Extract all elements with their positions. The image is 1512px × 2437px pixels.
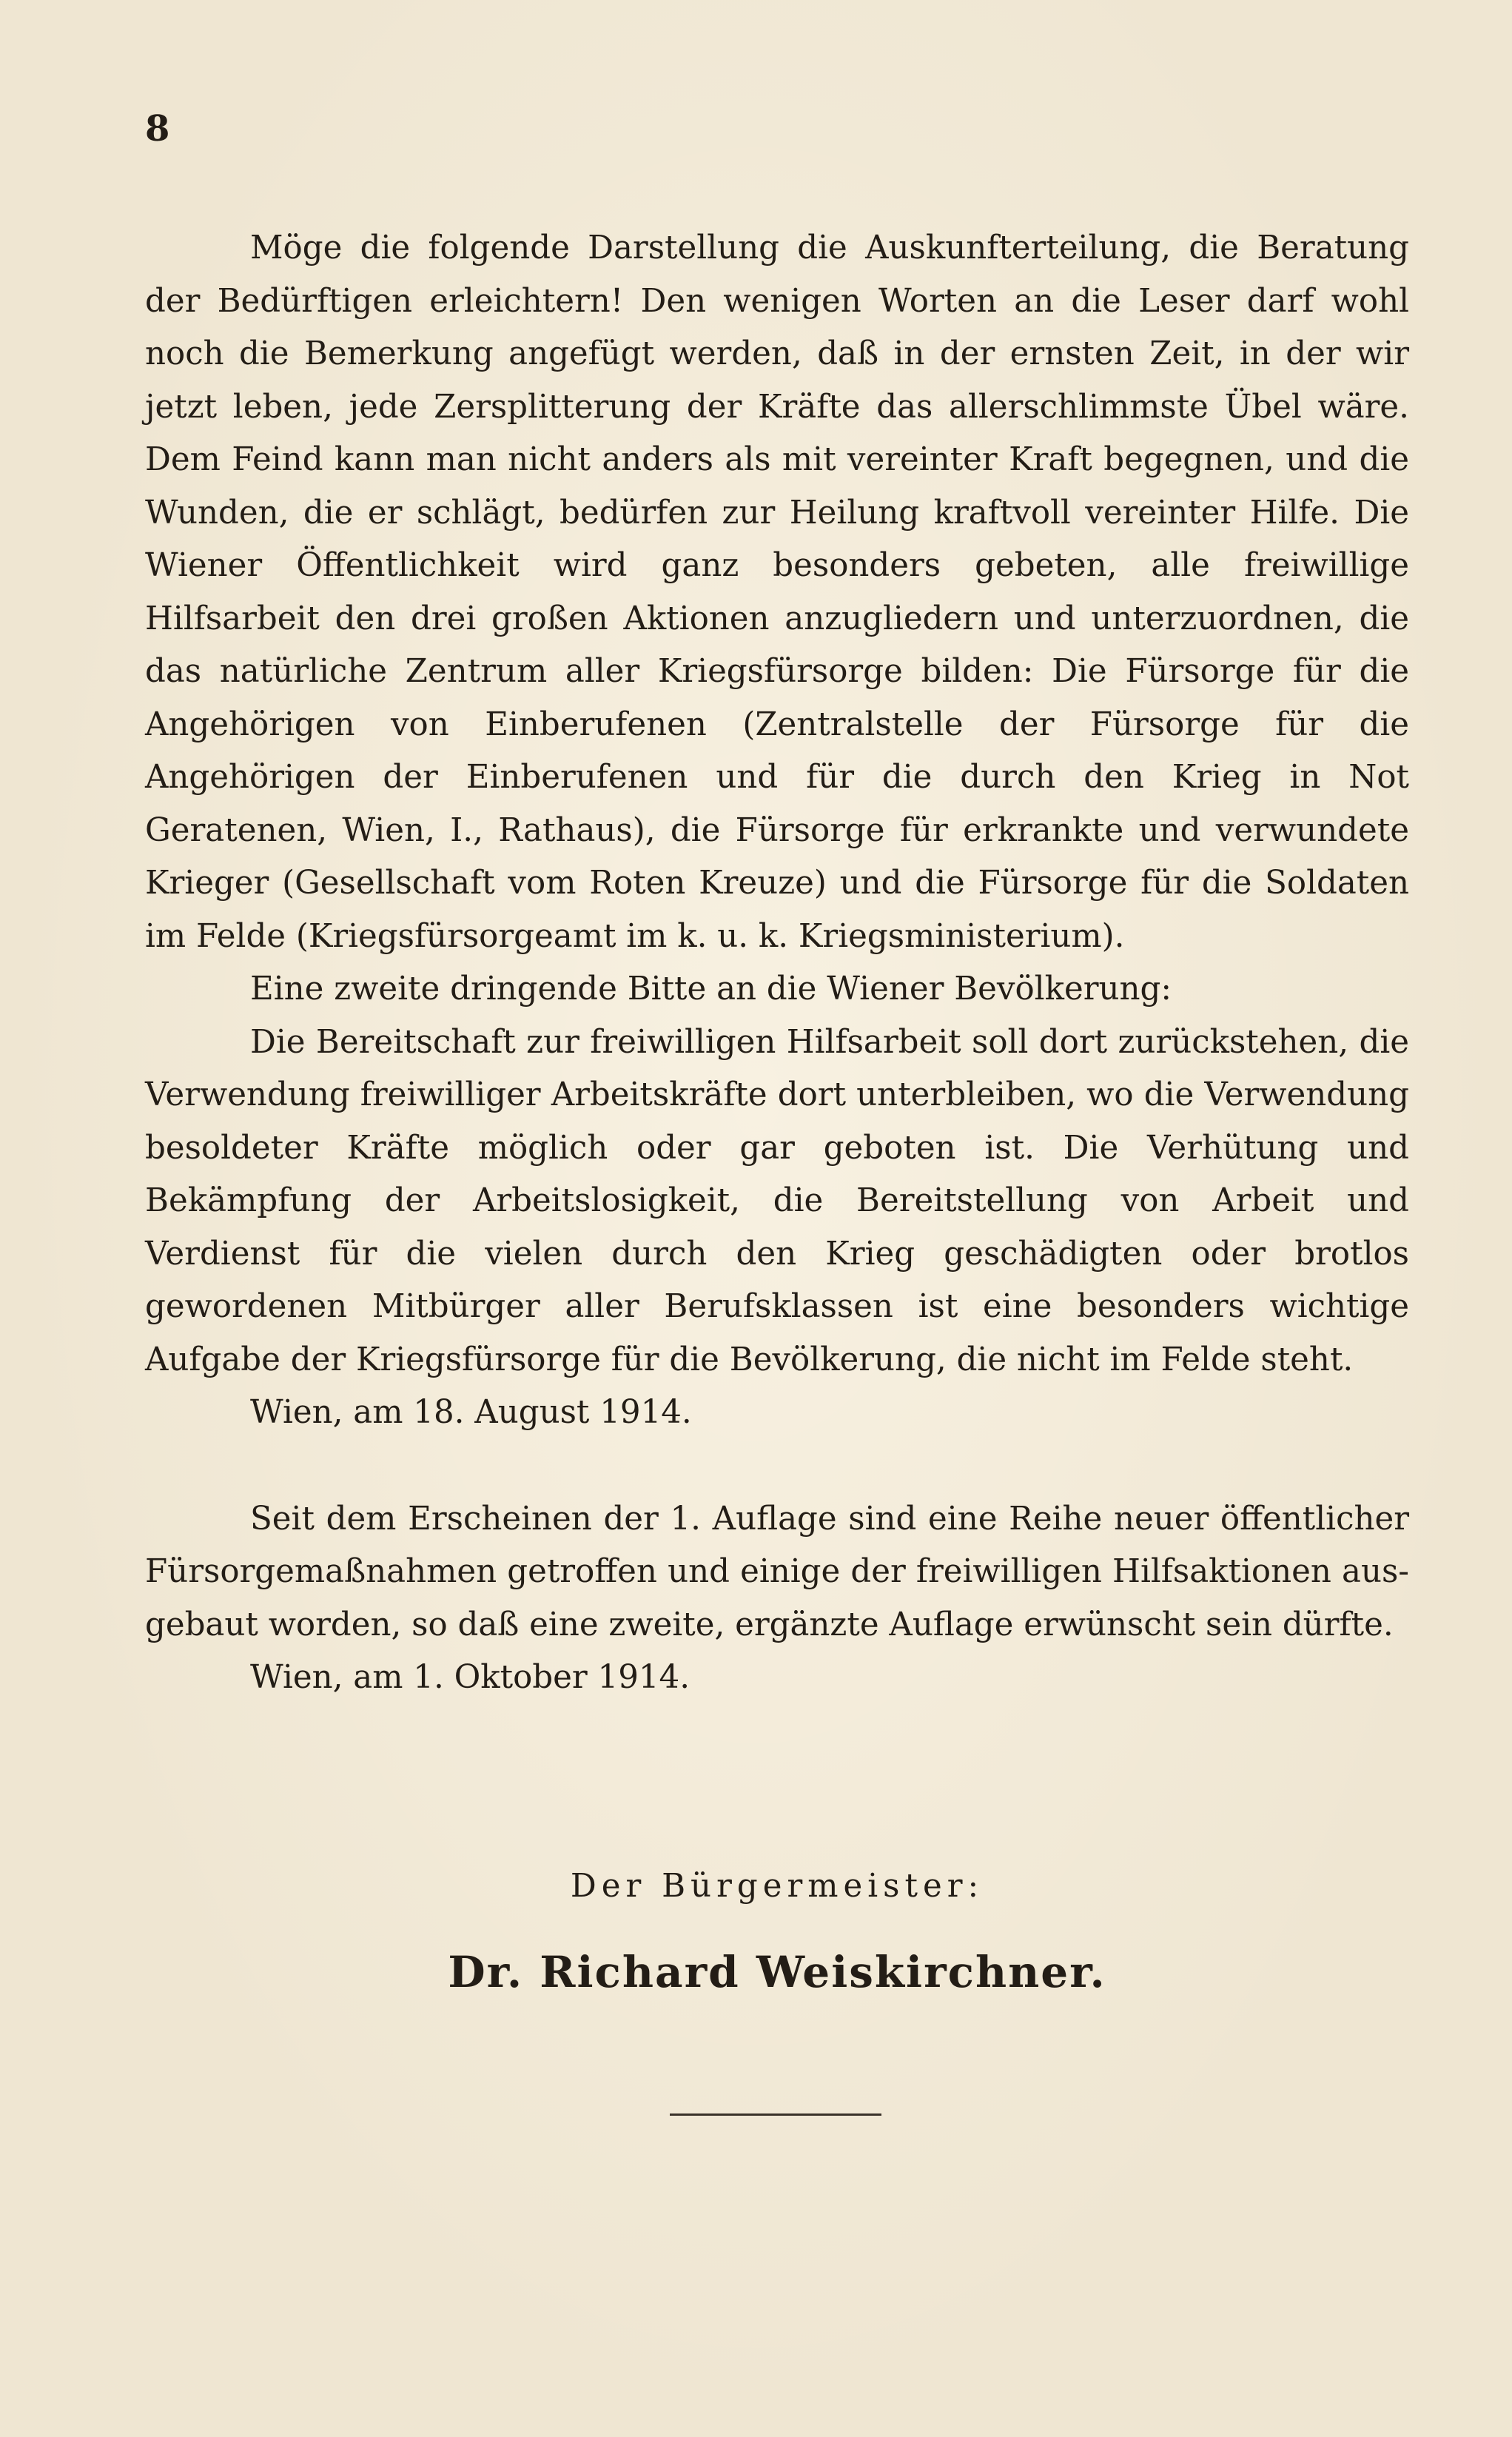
signature-name: Dr. Richard Weiskirchner. [448,1947,1106,1997]
paragraph-second-edition: Seit dem Erscheinen der 1. Auflage sind eine Reihe neuer öffentlicher Fürsorgemaßnahmen getroffen und einige der freiwilligen Hilfsaktionen ausgebaut worden, so daß eine zweite, ergänzte Auflage erwünscht sein dürfte. [145,1500,1409,1643]
section-gap [145,1440,1409,1493]
paragraph-volunteer-work: Die Bereitschaft zur freiwilligen Hilfsarbeit soll dort zurückstehen, die Verwendung freiwilliger Arbeitskräfte dort unterbleiben, wo die Verwendung besoldeter Kräfte möglich oder gar geboten ist. Die Verhütung und Bekämpfung der Arbeitslosigkeit, die Bereitstellung von Arbeit und Verdienst für die vielen durch den Krieg geschädigten oder brotlos gewordenen Mitbürger aller Berufsklassen ist eine besonders wichtige Aufgabe der Kriegsfürsorge für die Bevölkerung, die nicht im Felde steht. [145,1023,1409,1378]
paragraph-second-request: Eine zweite dringende Bitte an die Wiener Bevölkerung: [250,971,1172,1008]
signature-title: Der Bürgermeister: [570,1868,984,1905]
date-second-edition: Wien, am 1. Oktober 1914. [250,1659,691,1696]
date-first-edition: Wien, am 18. August 1914. [250,1394,692,1431]
body-text [145,222,1409,1705]
paragraph-appeal: Möge die folgende Darstellung die Auskunfterteilung, die Beratung der Bedürftigen erleichtern! Den wenigen Worten an die Leser darf wohl noch die Bemerkung angefügt werden, daß in der ernsten Zeit, in der wir jetzt leben, jede Zersplitterung der Kräfte das allerschlimmste Übel wäre. Dem Feind kann man nicht anders als mit vereinter Kraft begegnen, und die Wunden, die er schlägt, bedürfen zur Heilung kraftvoll vereinter Hilfe. Die Wiener Öffentlichkeit wird ganz besonders gebeten, alle freiwillige Hilfsarbeit den drei großen Aktionen anzugliedern und unterzuordnen, die das natürliche Zentrum aller Kriegsfürsorge bilden: Die Fürsorge für die Angehörigen von Einberufenen (Zentralstelle der Fürsorge für die Angehörigen der Einberufenen und für die durch den Krieg in Not Geratenen, Wien, I., Rathaus), die Fürsorge für erkrankte und verwundete Krieger (Gesellschaft vom Roten Kreuze) und die Fürsorge für die Soldaten im Felde (Kriegsfürsorgeamt im k. u. k. Kriegsministerium). [145,229,1409,955]
page-number: 8 [145,108,170,150]
closing-rule [670,2113,881,2116]
